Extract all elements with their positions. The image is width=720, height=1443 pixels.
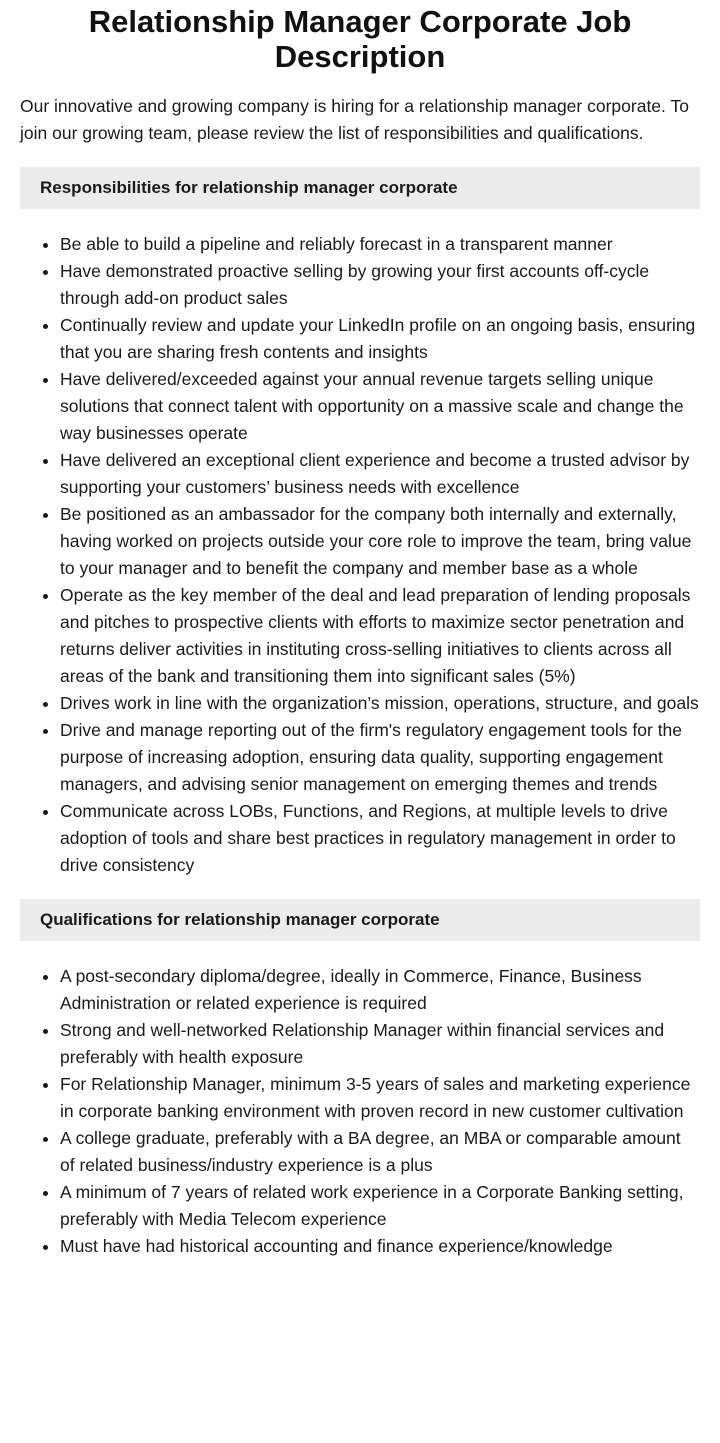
list-item: • A college graduate, preferably with a BA degree, an MBA or comparable amount of related business/industry experience is a plus: [60, 1125, 700, 1179]
list-item: • Have demonstrated proactive selling by growing your first accounts off-cycle through add-on product sales: [60, 258, 700, 312]
responsibilities-list: [20, 231, 700, 879]
qualifications-heading-text: Qualifications for relationship manager corporate: [40, 910, 440, 929]
list-item: • Continually review and update your LinkedIn profile on an ongoing basis, ensuring that you are sharing fresh contents and insights: [60, 312, 700, 366]
list-item: • Operate as the key member of the deal and lead preparation of lending proposals and pitches to prospective clients with efforts to maximize sector penetration and returns deliver activities in instituting cross-selling initiatives to clients across all areas of the bank and transitioning them into significant sales (5%): [60, 582, 700, 690]
list-item: • Have delivered/exceeded against your annual revenue targets selling unique solutions that connect talent with opportunity on a massive scale and change the way businesses operate: [60, 366, 700, 447]
intro-paragraph: Our innovative and growing company is hiring for a relationship manager corporate. To join our growing team, please review the list of responsibilities and qualifications.: [20, 96, 689, 143]
list-item: • Strong and well-networked Relationship Manager within financial services and preferably with health exposure: [60, 1017, 700, 1071]
responsibilities-heading: [20, 167, 700, 209]
list-item: • Drives work in line with the organization’s mission, operations, structure, and goals: [60, 690, 700, 717]
responsibilities-heading-text: Responsibilities for relationship manager corporate: [40, 178, 458, 197]
qualifications-list: [20, 963, 700, 1260]
list-item: • For Relationship Manager, minimum 3-5 years of sales and marketing experience in corporate banking environment with proven record in new customer cultivation: [60, 1071, 700, 1125]
list-item: • Be able to build a pipeline and reliably forecast in a transparent manner: [60, 231, 700, 258]
list-item: • Communicate across LOBs, Functions, and Regions, at multiple levels to drive adoption of tools and share best practices in regulatory management in order to drive consistency: [60, 798, 700, 879]
list-item: • A post-secondary diploma/degree, ideally in Commerce, Finance, Business Administration or related experience is required: [60, 963, 700, 1017]
list-item: • Must have had historical accounting and finance experience/knowledge: [60, 1233, 700, 1260]
list-item: • Have delivered an exceptional client experience and become a trusted advisor by supporting your customers’ business needs with excellence: [60, 447, 700, 501]
list-item: • A minimum of 7 years of related work experience in a Corporate Banking setting, preferably with Media Telecom experience: [60, 1179, 700, 1233]
list-item: • Drive and manage reporting out of the firm's regulatory engagement tools for the purpose of increasing adoption, ensuring data quality, supporting engagement managers, and advising senior management on emerging themes and trends: [60, 717, 700, 798]
page-title: Relationship Manager Corporate Job Description: [88, 4, 632, 74]
qualifications-heading: [20, 899, 700, 941]
list-item: • Be positioned as an ambassador for the company both internally and externally, having worked on projects outside your core role to improve the team, bring value to your manager and to benefit the company and member base as a whole: [60, 501, 700, 582]
